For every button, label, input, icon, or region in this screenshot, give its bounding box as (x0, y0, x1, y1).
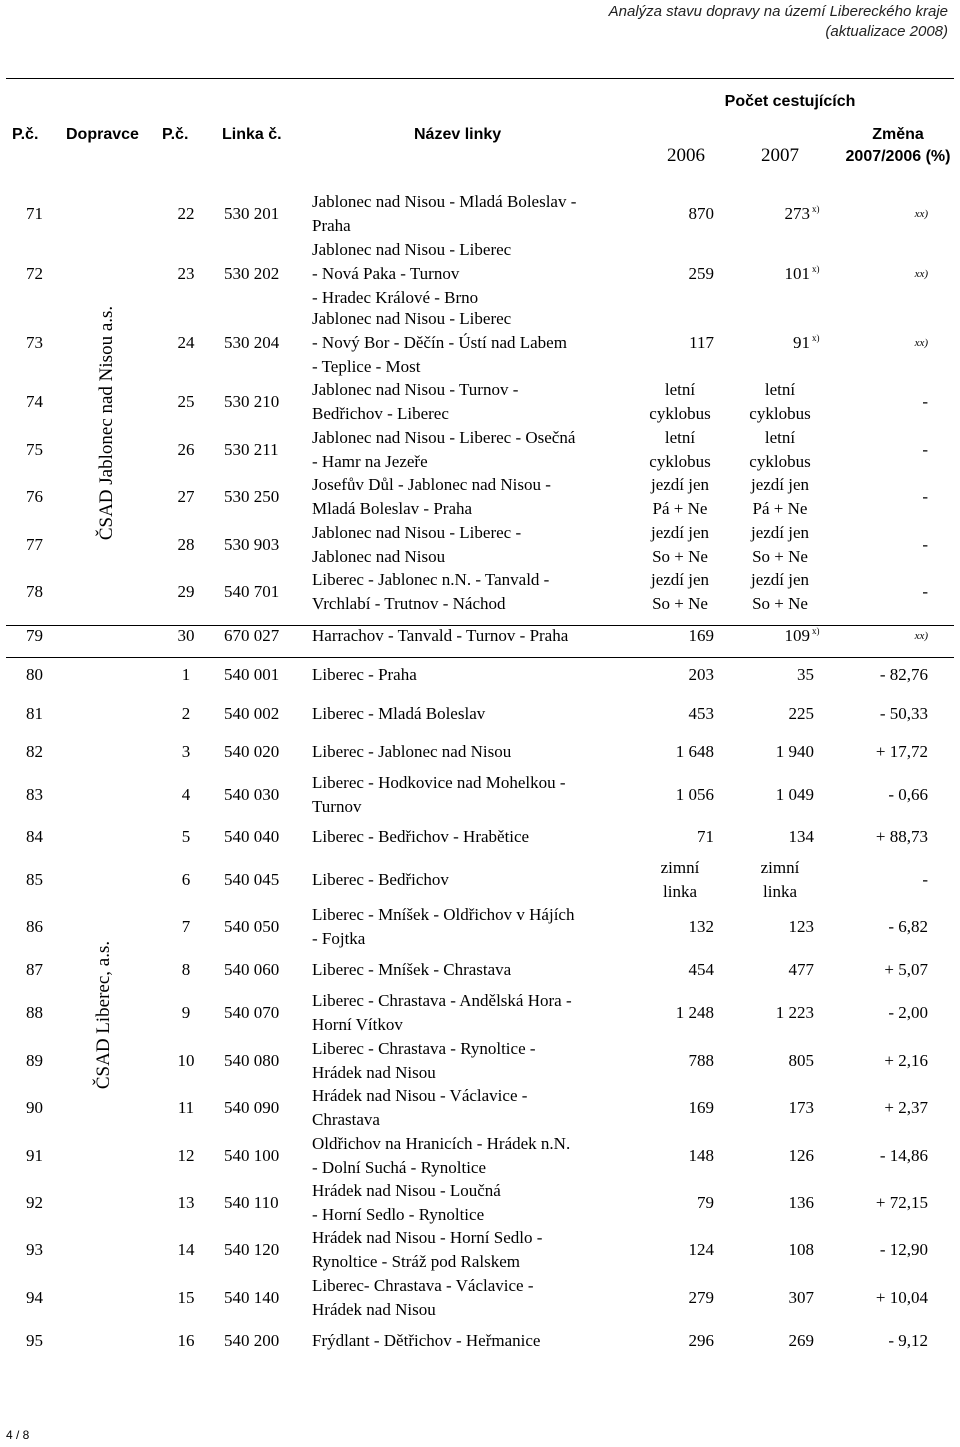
row-pc2: 24 (177, 333, 195, 352)
row-name: Liberec - Jablonec nad Nisou (312, 742, 512, 761)
row-pc: 90 (26, 1098, 43, 1117)
row-pc2: 2 (181, 704, 191, 723)
table-divider (6, 657, 954, 658)
row-2006: 132 (688, 917, 714, 936)
row-2007-note: x) (812, 626, 820, 636)
row-name: Liberec - Mníšek - Oldřichov v Hájích (312, 905, 575, 924)
row-line: 540 110 (224, 1193, 279, 1212)
row-name: Jablonec nad Nisou - Liberec (312, 309, 512, 328)
row-pc: 84 (26, 827, 43, 846)
row-change: - 2,00 (888, 1003, 928, 1022)
row-pc2: 15 (177, 1288, 195, 1307)
col-carrier-header: Dopravce (66, 126, 139, 143)
row-2006: 203 (688, 665, 714, 684)
col-change-header: Změna 2007/2006 (%) (845, 126, 951, 165)
row-2007-note: x) (812, 204, 820, 214)
row-name: Hrádek nad Nisou - Loučná (312, 1181, 501, 1200)
row-line: 540 140 (224, 1288, 280, 1307)
row-name: Rynoltice - Stráž pod Ralskem (312, 1252, 521, 1271)
row-2006: jezdí jen (650, 570, 710, 589)
row-name: Jablonec nad Nisou - Liberec (312, 240, 512, 259)
row-2006: So + Ne (652, 594, 708, 613)
row-2006: cyklobus (649, 404, 711, 423)
row-pc: 93 (26, 1240, 43, 1259)
table-divider (6, 625, 954, 626)
row-2007: 805 (788, 1051, 814, 1070)
row-change: + 2,16 (884, 1051, 928, 1070)
row-line: 540 080 (224, 1051, 280, 1070)
row-name: Bedřichov - Liberec (312, 404, 449, 423)
row-pc: 88 (26, 1003, 43, 1022)
row-2007: So + Ne (752, 547, 808, 566)
col-passengers-header: Počet cestujících (724, 93, 856, 110)
row-2007: 101 (784, 264, 810, 283)
row-pc: 89 (26, 1051, 43, 1070)
row-change: + 17,72 (875, 742, 928, 761)
row-name: Liberec - Mladá Boleslav (312, 704, 486, 723)
row-line: 540 070 (224, 1003, 280, 1022)
row-name: Vrchlabí - Trutnov - Náchod (312, 594, 506, 613)
row-pc2: 4 (181, 785, 191, 804)
row-2007: linka (763, 882, 797, 901)
row-name: Hrádek nad Nisou - Václavice - (312, 1086, 528, 1105)
row-2007: 477 (788, 960, 814, 979)
row-2006: 454 (688, 960, 714, 979)
row-name: Liberec - Hodkovice nad Mohelkou - (312, 773, 566, 792)
row-2006: letní (664, 428, 696, 447)
row-name: - Horní Sedlo - Rynoltice (312, 1205, 485, 1224)
row-change: xx) (914, 337, 928, 349)
row-2006: 1 648 (675, 742, 714, 761)
row-pc2: 28 (177, 535, 195, 554)
row-line: 540 002 (224, 704, 280, 723)
row-change: + 5,07 (884, 960, 928, 979)
row-2007: 173 (788, 1098, 814, 1117)
row-2007: 225 (788, 704, 814, 723)
row-pc2: 3 (181, 742, 191, 761)
row-pc: 87 (26, 960, 43, 979)
row-2006: jezdí jen (650, 523, 710, 542)
row-2007: jezdí jen (750, 570, 810, 589)
row-line: 530 250 (224, 487, 280, 506)
row-line: 540 020 (224, 742, 280, 761)
row-2007: 108 (788, 1240, 814, 1259)
row-name: Frýdlant - Dětřichov - Heřmanice (312, 1331, 541, 1350)
row-name: - Nová Paka - Turnov (312, 264, 460, 283)
row-name: Hrádek nad Nisou - Horní Sedlo - (312, 1228, 543, 1247)
row-name: - Dolní Suchá - Rynoltice (312, 1158, 487, 1177)
row-2007-note: x) (812, 264, 820, 274)
row-pc: 95 (26, 1331, 43, 1350)
row-change: - 9,12 (888, 1331, 928, 1350)
row-name: Horní Vítkov (312, 1015, 403, 1034)
row-line: 530 201 (224, 204, 280, 223)
row-pc2: 16 (177, 1331, 195, 1350)
row-change: - 0,66 (888, 785, 928, 804)
row-2006: jezdí jen (650, 475, 710, 494)
row-2007: 1 940 (775, 742, 814, 761)
row-2007: 273 (784, 204, 810, 223)
col-name-header: Název linky (414, 126, 502, 143)
row-2006: cyklobus (649, 452, 711, 471)
row-2007: 91 (793, 333, 810, 352)
row-name: Josefův Důl - Jablonec nad Nisou - (312, 475, 551, 494)
row-pc2: 13 (177, 1193, 195, 1212)
row-name: Harrachov - Tanvald - Turnov - Praha (312, 626, 569, 645)
row-pc: 82 (26, 742, 43, 761)
row-line: 540 001 (224, 665, 280, 684)
row-pc2: 30 (177, 626, 195, 645)
row-change: - (922, 870, 928, 889)
row-2007: cyklobus (749, 404, 811, 423)
row-2007-note: x) (812, 333, 820, 343)
row-name: Jablonec nad Nisou - Turnov - (312, 380, 519, 399)
row-change: - 82,76 (879, 665, 928, 684)
carrier-liberec: ČSAD Liberec, a.s. (93, 940, 114, 1090)
row-line: 530 204 (224, 333, 280, 352)
row-pc2: 26 (177, 440, 195, 459)
row-pc: 77 (26, 535, 43, 554)
col-pc-header: P.č. (12, 126, 39, 143)
top-rule (6, 78, 954, 79)
row-pc2: 11 (177, 1098, 195, 1117)
row-line: 670 027 (224, 626, 280, 645)
row-pc: 85 (26, 870, 43, 889)
row-change: xx) (914, 630, 928, 642)
row-2006: So + Ne (652, 547, 708, 566)
row-change: - (922, 582, 928, 601)
row-pc: 71 (26, 204, 43, 223)
row-pc2: 8 (181, 960, 191, 979)
row-2006: 259 (688, 264, 714, 283)
row-2006: 1 056 (675, 785, 714, 804)
row-name: Liberec - Chrastava - Andělská Hora - (312, 991, 572, 1010)
row-name: Liberec- Chrastava - Václavice - (312, 1276, 534, 1295)
row-2007: zimní (760, 858, 800, 877)
row-name: Mladá Boleslav - Praha (312, 499, 473, 518)
row-line: 530 210 (224, 392, 280, 411)
row-2007: So + Ne (752, 594, 808, 613)
row-pc2: 27 (177, 487, 195, 506)
row-2006: 453 (688, 704, 714, 723)
document-header (609, 2, 948, 42)
row-name: - Nový Bor - Děčín - Ústí nad Labem (312, 333, 567, 352)
row-name: Hrádek nad Nisou (312, 1300, 436, 1319)
row-name: Liberec - Praha (312, 665, 417, 684)
row-pc: 92 (26, 1193, 43, 1212)
row-line: 540 060 (224, 960, 280, 979)
row-line: 540 040 (224, 827, 280, 846)
row-change: xx) (914, 268, 928, 280)
row-pc: 81 (26, 704, 43, 723)
row-name: - Fojtka (312, 929, 366, 948)
row-change: + 72,15 (875, 1193, 928, 1212)
row-pc2: 29 (177, 582, 195, 601)
row-pc: 73 (26, 333, 43, 352)
row-pc: 78 (26, 582, 43, 601)
row-2007: letní (764, 380, 796, 399)
row-change: + 88,73 (875, 827, 928, 846)
row-change: - 50,33 (879, 704, 928, 723)
row-change: + 2,37 (884, 1098, 928, 1117)
row-change: - (922, 440, 928, 459)
row-pc: 86 (26, 917, 43, 936)
row-name: Liberec - Chrastava - Rynoltice - (312, 1039, 536, 1058)
row-name: Liberec - Bedřichov - Hrabětice (312, 827, 530, 846)
row-2006: 169 (688, 1098, 714, 1117)
row-name: Liberec - Jablonec n.N. - Tanvald - (312, 570, 550, 589)
row-2007: jezdí jen (750, 523, 810, 542)
row-pc: 80 (26, 665, 43, 684)
row-name: Jablonec nad Nisou - Liberec - (312, 523, 522, 542)
row-pc2: 6 (181, 870, 191, 889)
row-2006: 870 (688, 204, 714, 223)
col-line-header: Linka č. (222, 126, 282, 143)
row-pc: 91 (26, 1146, 43, 1165)
row-pc: 76 (26, 487, 43, 506)
row-name: Jablonec nad Nisou (312, 547, 446, 566)
row-line: 540 200 (224, 1331, 280, 1350)
row-name: Turnov (312, 797, 362, 816)
row-2006: linka (663, 882, 697, 901)
row-name: - Hradec Králové - Brno (312, 288, 479, 307)
row-change: - (922, 487, 928, 506)
row-2007: 136 (788, 1193, 814, 1212)
row-2006: 71 (697, 827, 714, 846)
row-2006: 117 (689, 333, 714, 352)
row-name: Jablonec nad Nisou - Mladá Boleslav - (312, 192, 577, 211)
row-name: Liberec - Mníšek - Chrastava (312, 960, 512, 979)
row-pc2: 22 (177, 204, 195, 223)
row-line: 530 202 (224, 264, 280, 283)
row-name: Liberec - Bedřichov (312, 870, 449, 889)
row-line: 530 211 (224, 440, 279, 459)
row-2007: jezdí jen (750, 475, 810, 494)
row-pc: 79 (26, 626, 43, 645)
row-name: Hrádek nad Nisou (312, 1063, 436, 1082)
row-name: Chrastava (312, 1110, 380, 1129)
row-name: Jablonec nad Nisou - Liberec - Osečná (312, 428, 576, 447)
row-2006: 124 (688, 1240, 714, 1259)
row-change: - 14,86 (879, 1146, 928, 1165)
carrier-jablonec: ČSAD Jablonec nad Nisou a.s. (96, 305, 117, 541)
row-pc: 74 (26, 392, 43, 411)
row-change: - (922, 392, 928, 411)
row-pc2: 10 (177, 1051, 195, 1070)
row-line: 540 120 (224, 1240, 280, 1259)
row-2006: 1 248 (675, 1003, 714, 1022)
row-pc: 72 (26, 264, 43, 283)
row-2007: 1 049 (775, 785, 814, 804)
row-2007: 126 (788, 1146, 814, 1165)
row-line: 540 045 (224, 870, 280, 889)
row-2006: letní (664, 380, 696, 399)
row-pc: 83 (26, 785, 43, 804)
row-pc2: 14 (177, 1240, 195, 1259)
header-subtitle: (aktualizace 2008) (825, 23, 948, 40)
row-pc2: 1 (181, 665, 191, 684)
row-2006: 148 (688, 1146, 714, 1165)
header-title: Analýza stavu dopravy na území Libereckého kraje (608, 3, 948, 20)
row-pc: 94 (26, 1288, 43, 1307)
col-2007-header: 2007 (761, 145, 799, 166)
row-line: 540 030 (224, 785, 280, 804)
row-2007: 109 (784, 626, 810, 645)
row-2006: 788 (688, 1051, 714, 1070)
row-2006: 79 (697, 1193, 714, 1212)
row-change: - (922, 535, 928, 554)
row-2007: cyklobus (749, 452, 811, 471)
row-2006: 296 (688, 1331, 714, 1350)
row-pc2: 5 (181, 827, 191, 846)
row-2006: zimní (660, 858, 700, 877)
row-2006: 279 (688, 1288, 714, 1307)
page-number: 4 / 8 (6, 1428, 30, 1442)
row-pc2: 12 (177, 1146, 195, 1165)
row-pc2: 7 (181, 917, 191, 936)
row-line: 540 701 (224, 582, 280, 601)
row-pc2: 9 (181, 1003, 191, 1022)
row-2007: 269 (788, 1331, 814, 1350)
row-line: 540 100 (224, 1146, 280, 1165)
row-2007: 134 (788, 827, 814, 846)
row-change: - 12,90 (879, 1240, 928, 1259)
row-change: - 6,82 (888, 917, 928, 936)
row-2006: 169 (688, 626, 714, 645)
row-pc2: 23 (177, 264, 195, 283)
row-change: + 10,04 (875, 1288, 928, 1307)
row-2006: Pá + Ne (652, 499, 708, 518)
row-name: Praha (312, 216, 351, 235)
row-pc2: 25 (177, 392, 195, 411)
row-line: 540 090 (224, 1098, 280, 1117)
col-pc2-header: P.č. (162, 126, 189, 143)
row-2007: 123 (788, 917, 814, 936)
row-2007: letní (764, 428, 796, 447)
row-name: - Hamr na Jezeře (312, 452, 428, 471)
row-2007: 307 (788, 1288, 814, 1307)
row-2007: Pá + Ne (752, 499, 808, 518)
row-pc: 75 (26, 440, 43, 459)
row-2007: 1 223 (775, 1003, 814, 1022)
row-change: xx) (914, 208, 928, 220)
row-line: 540 050 (224, 917, 280, 936)
row-name: Oldřichov na Hranicích - Hrádek n.N. (312, 1134, 571, 1153)
row-line: 530 903 (224, 535, 280, 554)
col-2006-header: 2006 (667, 145, 705, 166)
row-name: - Teplice - Most (312, 357, 421, 376)
row-2007: 35 (797, 665, 814, 684)
